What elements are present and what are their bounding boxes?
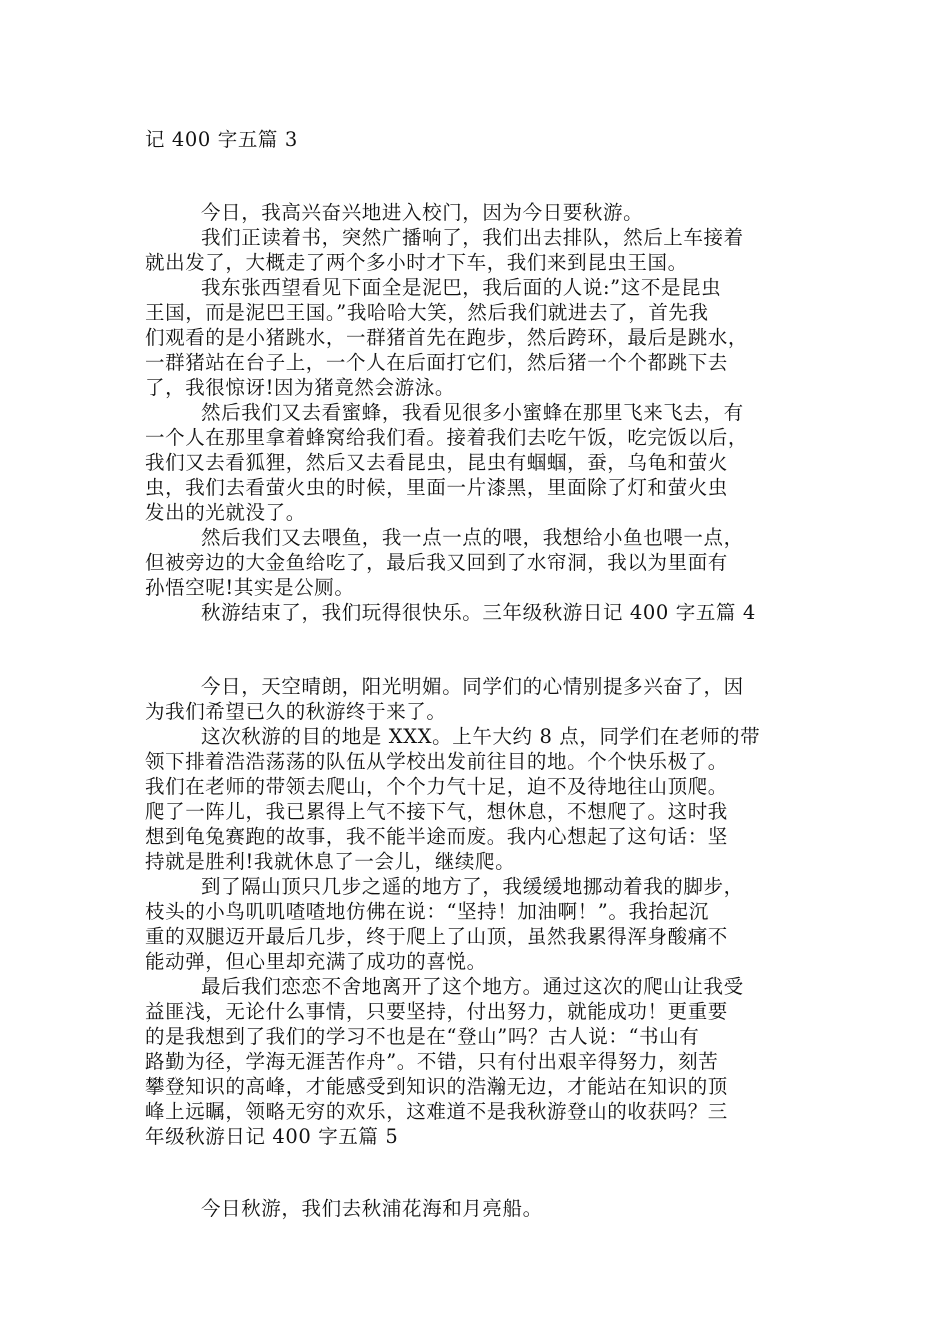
text-line: 们观看的是小猪跳水，一群猪首先在跑步，然后跨环，最后是跳水， — [145, 326, 749, 349]
text-line: 能动弹，但心里却充满了成功的喜悦。 — [145, 950, 487, 973]
text-line: 最后我们恋恋不舍地离开了这个地方。通过这次的爬山让我受 — [201, 975, 744, 998]
text-line: 益匪浅，无论什么事情，只要坚持，付出努力，就能成功！更重要 — [145, 1000, 728, 1023]
text-line: 我们又去看狐狸，然后又去看昆虫，昆虫有蝈蝈，蚕，乌龟和萤火 — [145, 451, 728, 474]
text-line: 爬了一阵儿，我已累得上气不接下气，想休息，不想爬了。这时我 — [145, 800, 728, 823]
text-line: 发出的光就没了。 — [145, 501, 306, 524]
text-line: 年级秋游日记 400 字五篇 5 — [145, 1125, 399, 1148]
text-line: 领下排着浩浩荡荡的队伍从学校出发前往目的地。个个快乐极了。 — [145, 750, 728, 773]
text-line: 这次秋游的目的地是 XXX。上午大约 8 点，同学们在老师的带 — [201, 725, 761, 748]
text-line: 我们在老师的带领去爬山，个个力气十足，迫不及待地往山顶爬。 — [145, 775, 728, 798]
text-line: 虫，我们去看萤火虫的时候，里面一片漆黑，里面除了灯和萤火虫 — [145, 476, 728, 499]
text-line: 为我们希望已久的秋游终于来了。 — [145, 700, 447, 723]
text-line: 持就是胜利!我就休息了一会儿，继续爬。 — [145, 850, 516, 873]
text-line: 孙悟空呢!其实是公厕。 — [145, 576, 355, 599]
text-line: 攀登知识的高峰，才能感受到知识的浩瀚无边，才能站在知识的顶 — [145, 1075, 728, 1098]
text-line: 今日，我高兴奋兴地进入校门，因为今日要秋游。 — [201, 201, 644, 224]
text-line: 但被旁边的大金鱼给吃了，最后我又回到了水帘洞，我以为里面有 — [145, 551, 728, 574]
text-line: 枝头的小鸟叽叽喳喳地仿佛在说：“坚持！加油啊！”。我抬起沉 — [145, 900, 709, 923]
text-line: 我东张西望看见下面全是泥巴，我后面的人说:”这不是昆虫 — [201, 276, 722, 299]
text-line: 的是我想到了我们的学习不也是在“登山”吗？古人说：“书山有 — [145, 1025, 700, 1048]
text-line: 就出发了，大概走了两个多小时才下车，我们来到昆虫王国。 — [145, 251, 688, 274]
text-line: 一群猪站在台子上，一个人在后面打它们，然后猪一个个都跳下去 — [145, 351, 728, 374]
text-line: 峰上远瞩，领略无穷的欢乐，这难道不是我秋游登山的收获吗？三 — [145, 1100, 728, 1123]
text-line: 然后我们又去喂鱼，我一点一点的喂，我想给小鱼也喂一点， — [201, 526, 744, 549]
text-line: 今日秋游，我们去秋浦花海和月亮船。 — [201, 1197, 543, 1220]
text-line: 今日，天空晴朗，阳光明媚。同学们的心情别提多兴奋了，因 — [201, 675, 744, 698]
text-line: 想到龟兔赛跑的故事，我不能半途而废。我内心想起了这句话：坚 — [145, 825, 728, 848]
section-heading-tail: 记 400 字五篇 3 — [145, 128, 298, 151]
text-line: 然后我们又去看蜜蜂，我看见很多小蜜蜂在那里飞来飞去，有 — [201, 401, 744, 424]
text-line: 到了隔山顶只几步之遥的地方了，我缓缓地挪动着我的脚步， — [201, 875, 744, 898]
text-line: 了，我很惊讶!因为猪竟然会游泳。 — [145, 376, 455, 399]
text-line: 重的双腿迈开最后几步，终于爬上了山顶，虽然我累得浑身酸痛不 — [145, 925, 728, 948]
text-line: 王国，而是泥巴王国。”我哈哈大笑，然后我们就进去了，首先我 — [145, 301, 709, 324]
text-line: 秋游结束了，我们玩得很快乐。三年级秋游日记 400 字五篇 4 — [201, 601, 756, 624]
text-line: 一个人在那里拿着蜂窝给我们看。接着我们去吃午饭，吃完饭以后， — [145, 426, 749, 449]
text-line: 我们正读着书，突然广播响了，我们出去排队，然后上车接着 — [201, 226, 744, 249]
text-line: 路勤为径，学海无涯苦作舟”。不错，只有付出艰辛得努力，刻苦 — [145, 1050, 719, 1073]
